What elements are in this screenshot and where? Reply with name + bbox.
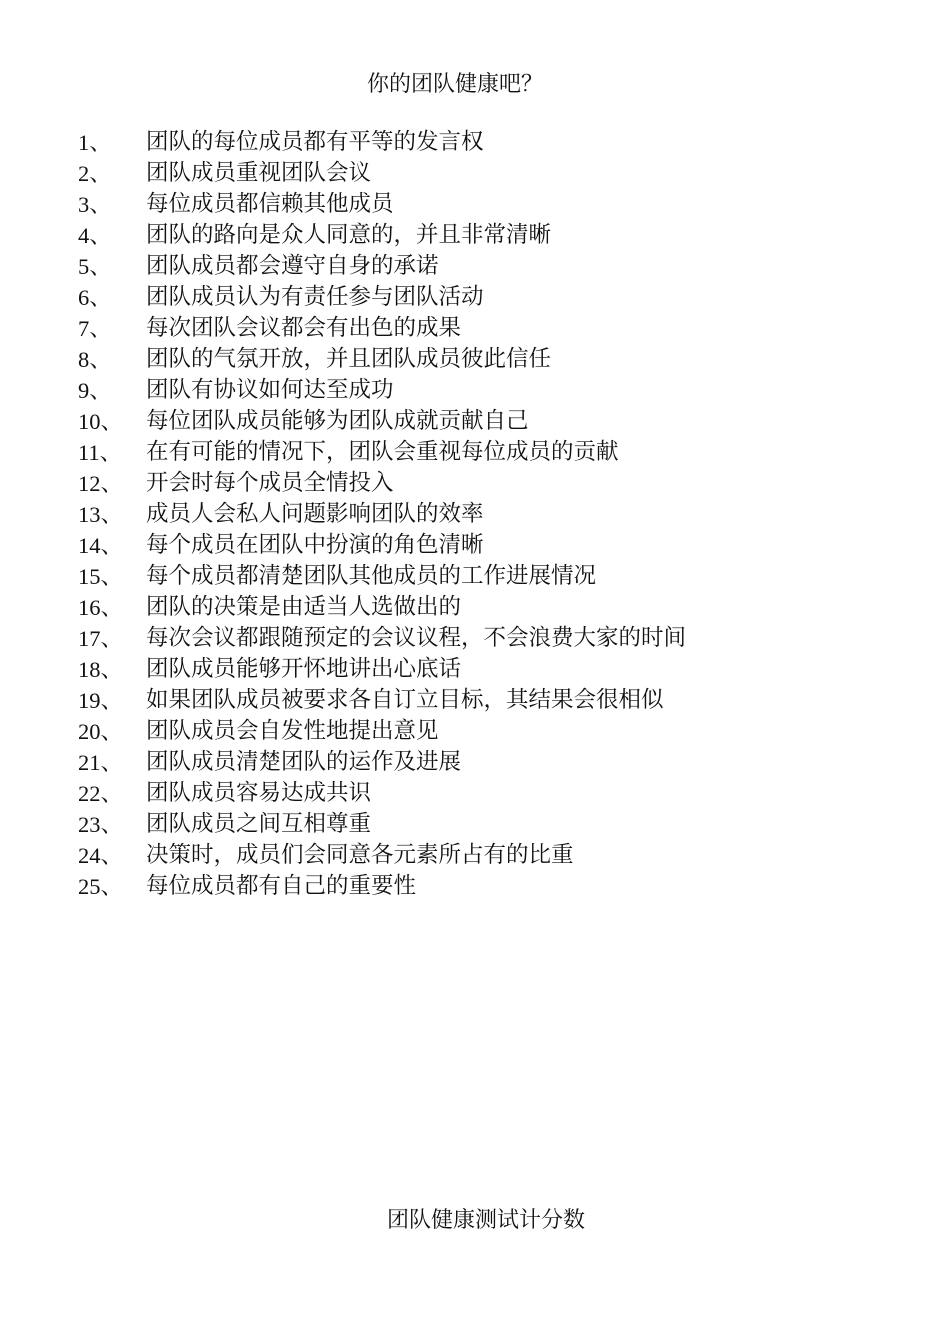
item-text: 每位团队成员能够为团队成就贡献自己 (146, 408, 529, 434)
list-item (78, 809, 686, 840)
item-number: 18、 (78, 657, 124, 682)
list-item (78, 747, 686, 778)
item-text: 每次会议都跟随预定的会议议程，不会浪费大家的时间 (146, 625, 687, 651)
item-number: 6、 (78, 285, 112, 310)
item-number: 16、 (78, 595, 124, 620)
item-number: 7、 (78, 316, 112, 341)
list-item (78, 406, 686, 437)
item-text: 每个成员在团队中扮演的角色清晰 (146, 532, 484, 558)
list-item (78, 282, 686, 313)
list-item (78, 778, 686, 809)
item-number: 12、 (78, 471, 124, 496)
item-number: 25、 (78, 874, 124, 899)
list-item (78, 654, 686, 685)
item-number: 21、 (78, 750, 124, 775)
item-number: 15、 (78, 564, 124, 589)
page-title: 你的团队健康吧？ (366, 72, 543, 97)
list-item (78, 344, 686, 375)
item-text: 团队的每位成员都有平等的发言权 (146, 129, 484, 155)
list-item (78, 375, 686, 406)
item-text: 每位成员都有自己的重要性 (146, 873, 417, 899)
item-text: 如果团队成员被要求各自订立目标，其结果会很相似 (146, 687, 664, 713)
item-number: 5、 (78, 254, 112, 279)
item-text: 团队成员容易达成共识 (146, 780, 372, 806)
list-item (78, 499, 686, 530)
item-number: 24、 (78, 843, 124, 868)
item-number: 3、 (78, 192, 112, 217)
item-number: 2、 (78, 161, 112, 186)
item-text: 团队成员会自发性地提出意见 (146, 718, 439, 744)
item-number: 20、 (78, 719, 124, 744)
list-item (78, 530, 686, 561)
item-number: 1、 (78, 130, 112, 155)
item-text: 每次团队会议都会有出色的成果 (146, 315, 462, 341)
list-item (78, 871, 686, 902)
list-item (78, 623, 686, 654)
list-item (78, 313, 686, 344)
item-text: 团队的决策是由适当人选做出的 (146, 594, 462, 620)
item-text: 团队成员都会遵守自身的承诺 (146, 253, 439, 279)
score-section-title: 团队健康测试计分数 (386, 1208, 585, 1233)
item-text: 在有可能的情况下，团队会重视每位成员的贡献 (146, 439, 619, 465)
list-item (78, 189, 686, 220)
item-text: 团队的气氛开放，并且团队成员彼此信任 (146, 346, 552, 372)
item-number: 22、 (78, 781, 124, 806)
item-text: 每个成员都清楚团队其他成员的工作进展情况 (146, 563, 597, 589)
item-number: 19、 (78, 688, 124, 713)
item-number: 4、 (78, 223, 112, 248)
list-item (78, 437, 686, 468)
list-item (78, 220, 686, 251)
list-item (78, 127, 686, 158)
question-list (78, 127, 686, 902)
item-number: 11、 (78, 440, 123, 465)
item-text: 团队成员清楚团队的运作及进展 (146, 749, 462, 775)
item-number: 23、 (78, 812, 124, 837)
item-number: 14、 (78, 533, 124, 558)
item-text: 开会时每个成员全情投入 (146, 470, 394, 496)
list-item (78, 840, 686, 871)
item-number: 9、 (78, 378, 112, 403)
item-number: 10、 (78, 409, 124, 434)
item-text: 成员人会私人问题影响团队的效率 (146, 501, 484, 527)
list-item (78, 468, 686, 499)
list-item (78, 592, 686, 623)
item-text: 团队的路向是众人同意的，并且非常清晰 (146, 222, 552, 248)
item-text: 团队成员重视团队会议 (146, 160, 372, 186)
item-text: 团队成员能够开怀地讲出心底话 (146, 656, 462, 682)
item-text: 团队有协议如何达至成功 (146, 377, 394, 403)
item-text: 决策时，成员们会同意各元素所占有的比重 (146, 842, 574, 868)
list-item (78, 158, 686, 189)
item-text: 团队成员认为有责任参与团队活动 (146, 284, 484, 310)
item-number: 13、 (78, 502, 124, 527)
list-item (78, 716, 686, 747)
list-item (78, 561, 686, 592)
item-number: 8、 (78, 347, 112, 372)
item-text: 团队成员之间互相尊重 (146, 811, 372, 837)
item-number: 17、 (78, 626, 124, 651)
list-item (78, 685, 686, 716)
list-item (78, 251, 686, 282)
item-text: 每位成员都信赖其他成员 (146, 191, 394, 217)
